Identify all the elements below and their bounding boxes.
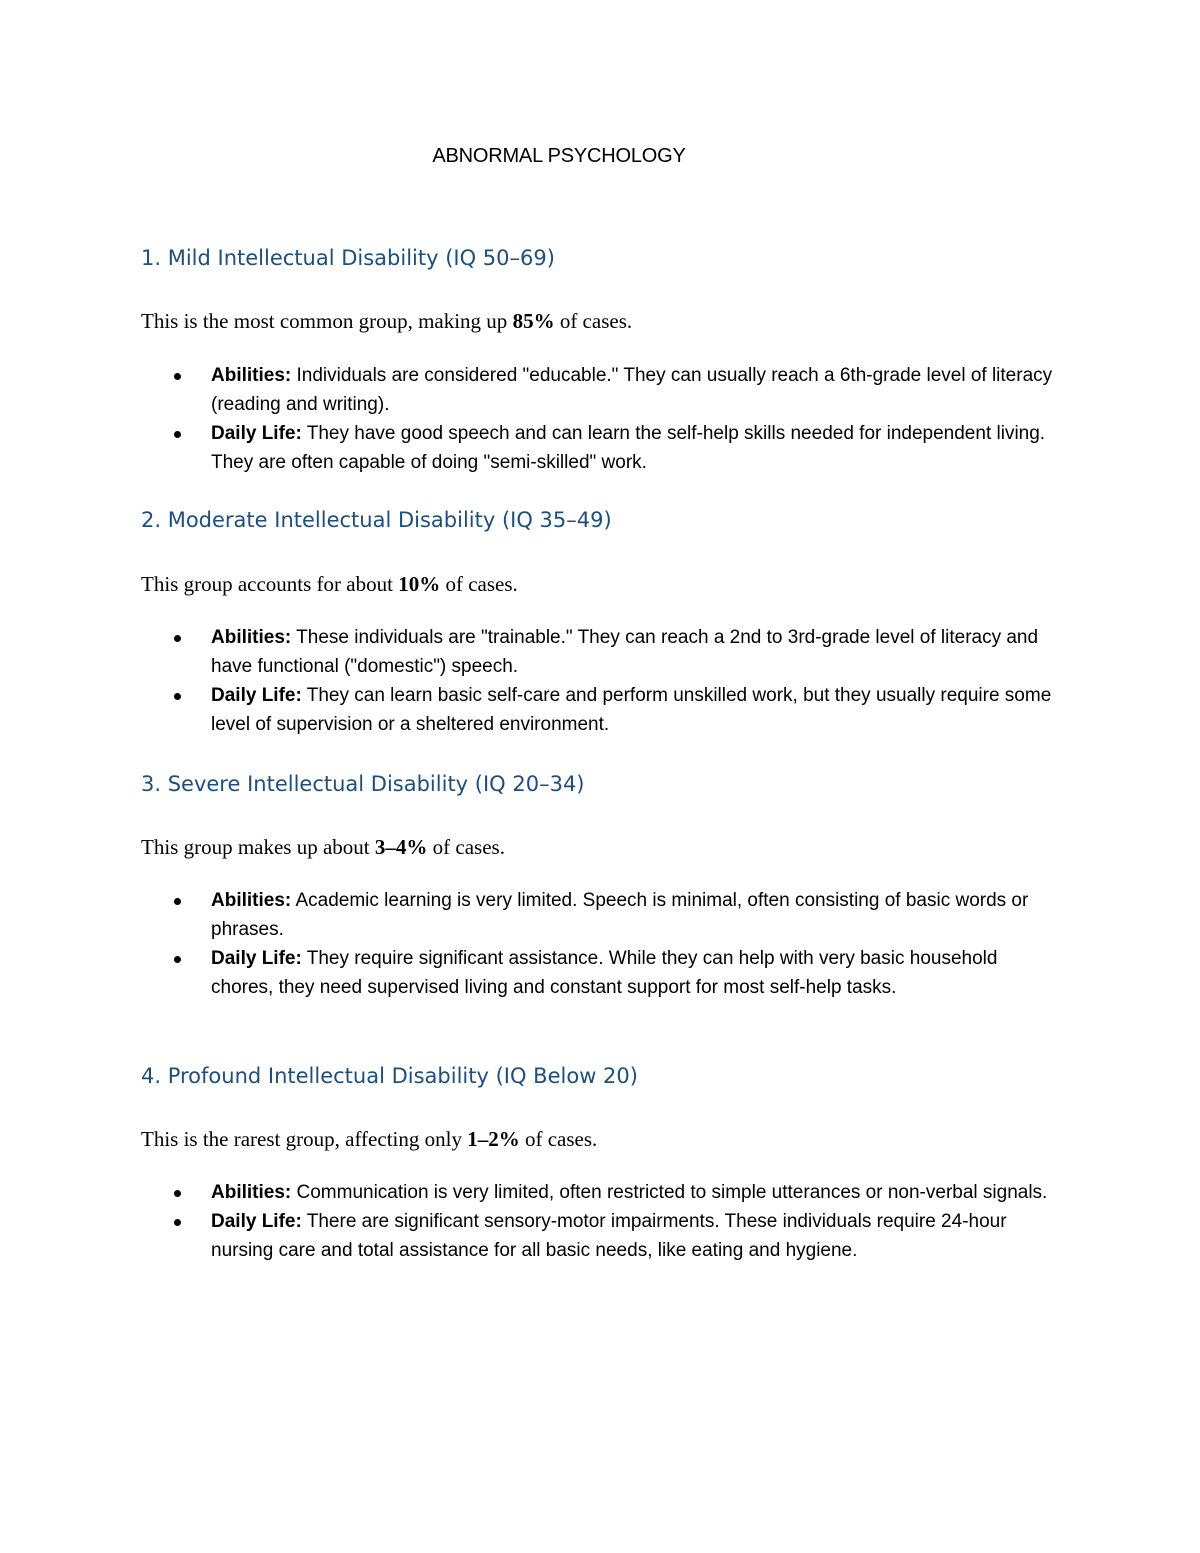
list-item [0, 886, 1061, 944]
bullet-text: They have good speech and can learn the self-help skills needed for independent living. They are often capable of doing "semi-skilled" work. [211, 423, 1046, 473]
bullet-text: They require significant assistance. While they can help with very basic household chores, they need supervised living and constant support for most self-help tasks. [211, 948, 998, 998]
intro-percentage: 85% [512, 309, 555, 333]
intro-percentage: 3–4% [374, 835, 428, 859]
bullet-list-mild [0, 361, 1061, 477]
intro-text: of cases. [427, 835, 505, 859]
bullet-icon [174, 1190, 181, 1197]
bullet-icon [174, 373, 181, 380]
bullet-icon [174, 635, 181, 642]
intro-text: This is the rarest group, affecting only [141, 1127, 468, 1151]
section-intro-moderate [141, 570, 518, 598]
bullet-label: Abilities: [211, 890, 292, 911]
bullet-label: Abilities: [211, 1182, 292, 1203]
list-item [0, 944, 1061, 1002]
bullet-icon [174, 431, 181, 438]
section-heading-severe: 3. Severe Intellectual Disability (IQ 20–34) [141, 772, 585, 796]
intro-percentage: 1–2% [467, 1127, 520, 1151]
bullet-list-moderate [0, 623, 1061, 739]
bullet-text: Individuals are considered "educable." They can usually reach a 6th-grade level of literacy (reading and writing). [211, 365, 1053, 415]
list-item [0, 361, 1061, 419]
intro-text: This is the most common group, making up [141, 309, 513, 333]
section-heading-profound: 4. Profound Intellectual Disability (IQ Below 20) [141, 1064, 638, 1088]
bullet-label: Abilities: [211, 627, 292, 648]
list-item [0, 1207, 1061, 1265]
bullet-text: Communication is very limited, often restricted to simple utterances or non-verbal signals. [291, 1182, 1048, 1203]
bullet-label: Daily Life: [211, 1211, 302, 1232]
list-item [0, 1178, 1061, 1207]
section-intro-severe [141, 833, 505, 861]
bullet-text: There are significant sensory-motor impairments. These individuals require 24-hour nursing care and total assistance for all basic needs, like eating and hygiene. [211, 1211, 1007, 1261]
bullet-text: They can learn basic self-care and perform unskilled work, but they usually require some level of supervision or a sheltered environment. [211, 685, 1052, 735]
section-heading-mild: 1. Mild Intellectual Disability (IQ 50–69) [141, 246, 555, 270]
bullet-icon [174, 693, 181, 700]
bullet-icon [174, 898, 181, 905]
bullet-icon [174, 956, 181, 963]
intro-text: of cases. [554, 309, 633, 333]
bullet-list-severe [0, 886, 1061, 1002]
bullet-icon [174, 1219, 181, 1226]
intro-text: This group makes up about [141, 835, 375, 859]
intro-percentage: 10% [398, 572, 441, 596]
bullet-text: Academic learning is very limited. Speech is minimal, often consisting of basic words or phrases. [211, 890, 1029, 940]
list-item [0, 419, 1061, 477]
bullet-label: Abilities: [211, 365, 292, 386]
document-title: ABNORMAL PSYCHOLOGY [432, 145, 686, 167]
bullet-text: These individuals are "trainable." They can reach a 2nd to 3rd-grade level of literacy and have functional ("domestic") speech. [211, 627, 1039, 677]
bullet-label: Daily Life: [211, 685, 302, 706]
section-intro-profound [141, 1125, 597, 1153]
list-item [0, 681, 1061, 739]
intro-text: of cases. [440, 572, 518, 596]
bullet-label: Daily Life: [211, 948, 302, 969]
section-intro-mild [141, 307, 632, 335]
intro-text: This group accounts for about [141, 572, 399, 596]
section-heading-moderate: 2. Moderate Intellectual Disability (IQ 35–49) [141, 508, 612, 532]
bullet-label: Daily Life: [211, 423, 302, 444]
bullet-list-profound [0, 1178, 1061, 1265]
intro-text: of cases. [519, 1127, 598, 1151]
list-item [0, 623, 1061, 681]
